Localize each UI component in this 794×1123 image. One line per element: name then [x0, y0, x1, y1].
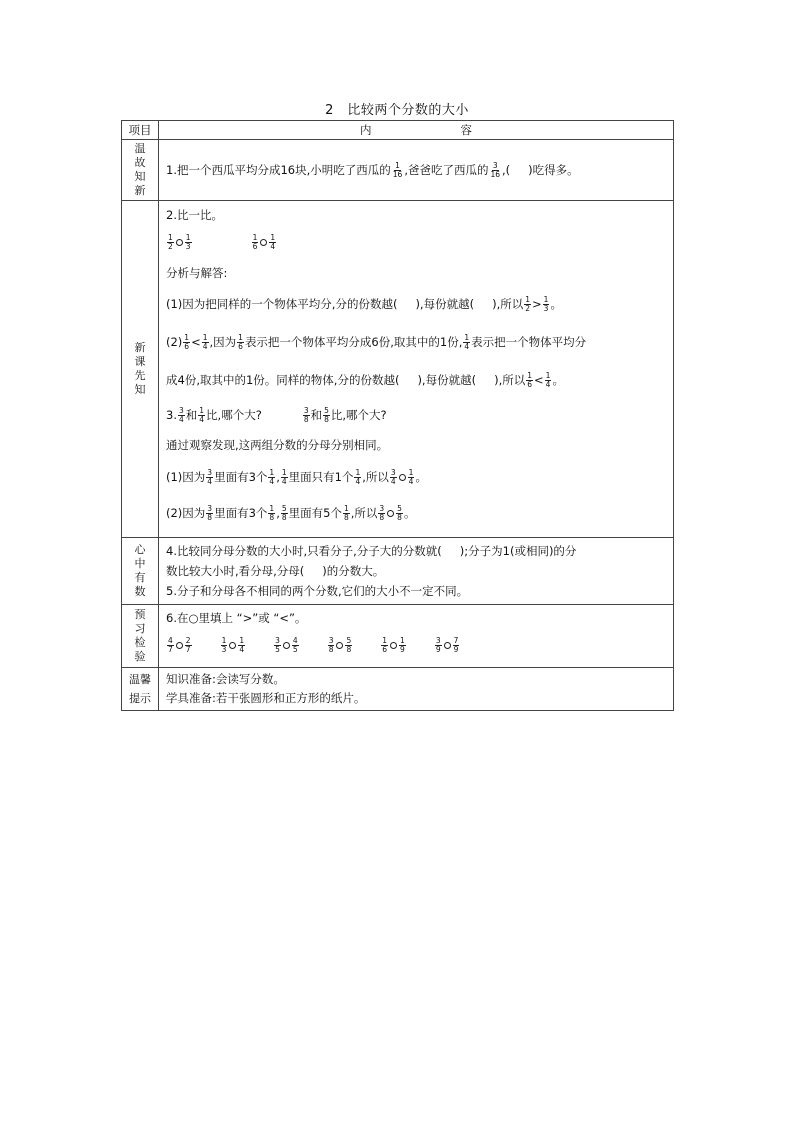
answer-circle[interactable] [444, 642, 451, 649]
question-1: 1.把一个西瓜平均分成16块,小明吃了西瓜的 $\frac{1}{16}$ ,爸爸吃了西瓜的 $\frac{3}{16}$ ,( )吃得多。 [166, 160, 579, 179]
fraction: $\frac{3}{5}$ [275, 635, 280, 654]
reason-2: (2)因为 $\frac{3}{8}$ 里面有3个 $\frac{1}{8}$ , $\frac{5}{8}$ 里面有5个 $\frac{1}{8}$ ,所以 $\frac{3}{8}$ $\frac{5}{8}$ 。 [166, 503, 416, 522]
compare-pair [327, 637, 354, 654]
answer-circle[interactable] [229, 642, 236, 649]
tip-materials: 学具准备:若干张圆形和正方形的纸片。 [166, 691, 366, 705]
answer-circle[interactable] [390, 642, 397, 649]
compare-pair [166, 637, 193, 654]
fraction: $\frac{1}{3}$ [221, 635, 227, 654]
compare-pair [220, 637, 247, 654]
section-label-preview: 预习检验 [134, 608, 146, 663]
section-preview [122, 605, 674, 668]
answer-circle[interactable] [176, 642, 183, 649]
analysis-2-cont: 成4份,取其中的1份。同样的物体,分的份数越( ),每份就越( ),所以 $\frac{1}{6}$ < $\frac{1}{4}$ 。 [166, 370, 564, 389]
compare-row: $\frac{1}{2}$ $\frac{1}{3}$ $\frac{1}{6}$ $\frac{1}{4}$ [168, 232, 276, 251]
analysis-2: (2) $\frac{1}{6}$ < $\frac{1}{4}$ ,因为 $\frac{1}{6}$ 表示把一个物体平均分成6份,取其中的1份, $\frac{1}{4}$ 表示把一个物体平均分 [166, 332, 587, 351]
compare-pair [273, 637, 300, 654]
answer-circle[interactable] [399, 474, 406, 481]
fraction: $\frac{7}{9}$ [453, 635, 459, 654]
answer-circle[interactable] [260, 239, 267, 246]
table-header-row [122, 121, 674, 140]
question-6: 6.在○里填上 “>”或 “<”。 [166, 611, 307, 625]
observation: 通过观察发现,这两组分数的分母分别相同。 [166, 438, 389, 452]
answer-circle[interactable] [283, 642, 290, 649]
question-2: 2.比一比。 [166, 207, 223, 222]
section-mind [122, 538, 674, 605]
compare-pair [434, 637, 461, 654]
section-label-mind: 心中有数 [134, 543, 146, 598]
header-content: 内 容 [159, 121, 674, 140]
compare-pairs [166, 628, 667, 662]
header-project: 项目 [122, 121, 159, 140]
answer-circle[interactable] [387, 510, 394, 517]
section-tips [122, 668, 674, 711]
answer-circle[interactable] [176, 239, 183, 246]
fraction: $\frac{1}{4}$ [239, 635, 245, 654]
section-review [122, 140, 674, 201]
fraction: $\frac{4}{5}$ [292, 635, 298, 654]
fraction: $\frac{4}{7}$ [168, 635, 173, 654]
fraction: $\frac{3}{8}$ [328, 635, 334, 654]
fraction: $\frac{3}{16}$ [490, 160, 501, 179]
analysis-label: 分析与解答: [166, 266, 228, 280]
analysis-1: (1)因为把同样的一个物体平均分,分的份数越( ),每份就越( ),所以 $\frac{1}{2}$ > $\frac{1}{3}$ 。 [166, 294, 562, 313]
fraction: $\frac{5}{8}$ [346, 635, 352, 654]
section-new [122, 201, 674, 538]
question-3: 3. $\frac{3}{4}$ 和 $\frac{1}{4}$ 比,哪个大? $\frac{3}{8}$ 和 $\frac{5}{8}$ 比,哪个大? [166, 405, 387, 424]
lesson-table [121, 120, 674, 711]
point-5: 5.分子和分母各不相同的两个分数,它们的大小不一定不同。 [166, 584, 469, 598]
section-label-review: 温故知新 [134, 142, 146, 197]
point-4-cont: 数比较大小时,看分母,分母( )的分数大。 [166, 564, 385, 578]
fraction: $\frac{1}{6}$ [382, 635, 388, 654]
section-label-tips: 温馨提示 [129, 673, 151, 705]
fraction: $\frac{3}{9}$ [435, 635, 441, 654]
section-label-new: 新课先知 [134, 341, 146, 396]
fraction: $\frac{1}{9}$ [400, 635, 405, 654]
point-4: 4.比较同分母分数的大小时,只看分子,分子大的分数就( );分子为1(或相同)的分 [166, 544, 577, 558]
fraction: $\frac{2}{7}$ [185, 635, 191, 654]
fraction: $\frac{1}{16}$ [392, 160, 403, 179]
tip-knowledge: 知识准备:会读写分数。 [166, 672, 285, 686]
page-title: 2 比较两个分数的大小 [325, 103, 469, 118]
reason-1: (1)因为 $\frac{3}{4}$ 里面有3个 $\frac{1}{4}$ , $\frac{1}{4}$ 里面只有1个 $\frac{1}{4}$ ,所以 $\frac{3}{4}$ $\frac{1}{4}$ 。 [166, 467, 427, 486]
compare-pair [380, 637, 407, 654]
answer-circle[interactable] [336, 642, 343, 649]
